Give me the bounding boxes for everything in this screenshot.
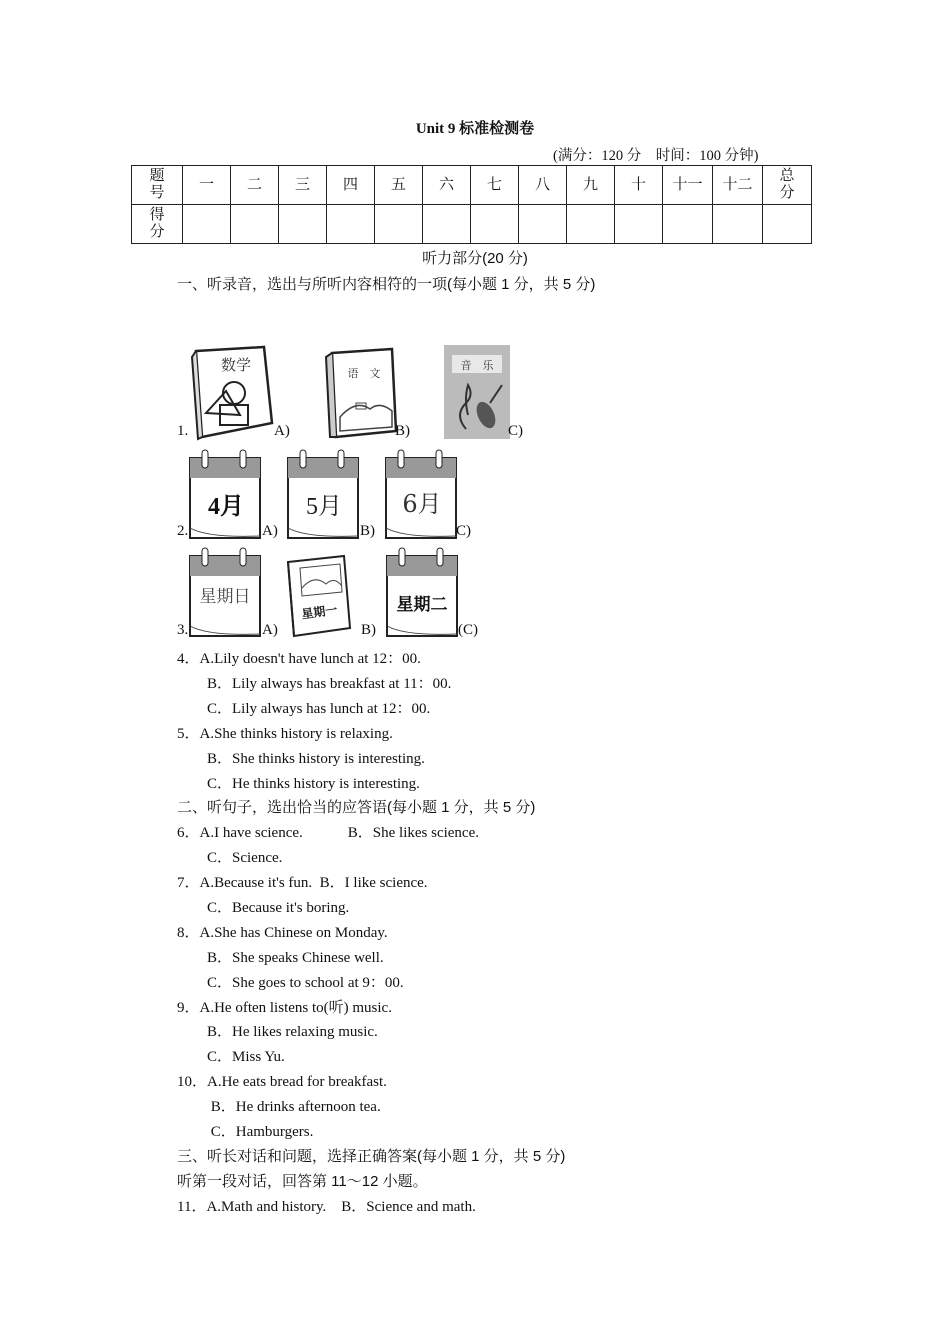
score-table-total-label: 总 分 xyxy=(763,166,812,205)
score-col: 十 xyxy=(615,166,663,205)
score-cell[interactable] xyxy=(183,205,231,244)
section3-heading: 三、听长对话和问题，选择正确答案(每小题 1 分，共 5 分) xyxy=(177,1148,566,1165)
q1-option-c: C) xyxy=(508,423,523,439)
q2-option-c: C) xyxy=(456,523,471,539)
listening-header: 听力部分(20 分) xyxy=(422,250,528,267)
q5-option-c: C．He thinks history is interesting. xyxy=(177,776,420,792)
math-book-title: 数学 xyxy=(220,358,252,374)
score-col: 一 xyxy=(183,166,231,205)
score-col: 三 xyxy=(279,166,327,205)
june-calendar-image xyxy=(384,448,460,540)
q6-option-c: C．Science. xyxy=(177,850,283,866)
sunday-label: 星期日 xyxy=(199,587,251,606)
q10-option-c: C．Hamburgers. xyxy=(177,1124,314,1140)
section1-heading: 一、听录音，选出与所听内容相符的一项(每小题 1 分，共 5 分) xyxy=(177,276,596,293)
q1-option-a: A) xyxy=(274,423,290,439)
q7-option-c: C．Because it's boring. xyxy=(177,900,350,916)
may-label: 5月 xyxy=(306,494,342,520)
score-cell[interactable] xyxy=(471,205,519,244)
score-col: 五 xyxy=(375,166,423,205)
april-label: 4月 xyxy=(208,494,244,520)
q1-number: 1. xyxy=(177,423,189,439)
q2-option-b: B) xyxy=(360,523,375,539)
q3-number: 3. xyxy=(177,622,189,638)
score-cell[interactable] xyxy=(615,205,663,244)
score-cell[interactable] xyxy=(423,205,471,244)
q8-option-a: 8．A.She has Chinese on Monday. xyxy=(177,925,388,941)
chinese-book-image xyxy=(322,347,400,439)
score-cell[interactable] xyxy=(663,205,713,244)
score-cell[interactable] xyxy=(763,205,812,244)
june-label: 6月 xyxy=(402,490,442,518)
q7-options-ab: 7．A.Because it's fun. B．I like science. xyxy=(177,875,428,891)
q8-option-c: C．She goes to school at 9：00. xyxy=(177,975,404,991)
score-col: 八 xyxy=(519,166,567,205)
score-cell[interactable] xyxy=(713,205,763,244)
q2-number-label: 2. xyxy=(177,523,189,539)
tuesday-calendar-image xyxy=(385,546,461,638)
may-calendar-image xyxy=(286,448,362,540)
tuesday-label: 星期二 xyxy=(396,595,448,614)
score-col: 七 xyxy=(471,166,519,205)
q2-option-a: A) xyxy=(262,523,278,539)
music-book-title: 音 乐 xyxy=(460,360,494,372)
q3-option-c: (C) xyxy=(458,622,478,638)
q4-option-a: 4．A.Lily doesn't have lunch at 12：00. xyxy=(177,651,421,667)
q10-option-b: B．He drinks afternoon tea. xyxy=(177,1099,381,1115)
q6-options-ab: 6．A.I have science. B．She likes science. xyxy=(177,825,480,841)
score-table-header-row xyxy=(132,166,812,205)
score-table-row-label: 题 号 xyxy=(132,166,183,205)
score-col: 四 xyxy=(327,166,375,205)
q1-option-b: B) xyxy=(395,423,410,439)
page-title: Unit 9 标准检测卷 xyxy=(415,121,535,137)
section2-heading: 二、听句子，选出恰当的应答语(每小题 1 分，共 5 分) xyxy=(177,799,536,816)
q9-option-a: 9．A.He often listens to(听) music. xyxy=(177,1000,392,1016)
q11-options-ab: 11．A.Math and history. B．Science and math. xyxy=(177,1199,476,1215)
dialogue1-instruction: 听第一段对话，回答第 11～12 小题。 xyxy=(177,1173,428,1190)
math-book-image xyxy=(188,343,276,441)
q8-option-b: B．She speaks Chinese well. xyxy=(177,950,384,966)
score-col: 二 xyxy=(231,166,279,205)
q4-option-b: B．Lily always has breakfast at 11：00. xyxy=(177,676,452,692)
score-cell[interactable] xyxy=(327,205,375,244)
q4-option-c: C．Lily always has lunch at 12：00. xyxy=(177,701,431,717)
monday-calendar-image xyxy=(284,548,354,638)
music-book-image xyxy=(444,345,510,439)
score-cell[interactable] xyxy=(519,205,567,244)
q10-option-a: 10．A.He eats bread for breakfast. xyxy=(177,1074,387,1090)
q5-option-a: 5．A.She thinks history is relaxing. xyxy=(177,726,393,742)
score-table-row-label: 得 分 xyxy=(132,205,183,244)
q3-option-a: A) xyxy=(262,622,278,638)
score-cell[interactable] xyxy=(375,205,423,244)
chinese-book-title: 语 文 xyxy=(347,368,381,380)
score-col: 十一 xyxy=(663,166,713,205)
score-col: 十二 xyxy=(713,166,763,205)
q9-option-c: C．Miss Yu. xyxy=(177,1049,285,1065)
q5-option-b: B．She thinks history is interesting. xyxy=(177,751,425,767)
exam-meta: (满分：120 分 时间：100 分钟) xyxy=(553,148,759,164)
sunday-calendar-image xyxy=(188,546,264,638)
score-table xyxy=(131,165,812,244)
score-cell[interactable] xyxy=(567,205,615,244)
score-cell[interactable] xyxy=(231,205,279,244)
monday-label: 星期一 xyxy=(300,602,339,622)
april-calendar-image xyxy=(188,448,264,540)
score-cell[interactable] xyxy=(279,205,327,244)
score-col: 六 xyxy=(423,166,471,205)
score-table-score-row xyxy=(132,205,812,244)
q9-option-b: B．He likes relaxing music. xyxy=(177,1024,378,1040)
q3-option-b: B) xyxy=(361,622,376,638)
score-col: 九 xyxy=(567,166,615,205)
